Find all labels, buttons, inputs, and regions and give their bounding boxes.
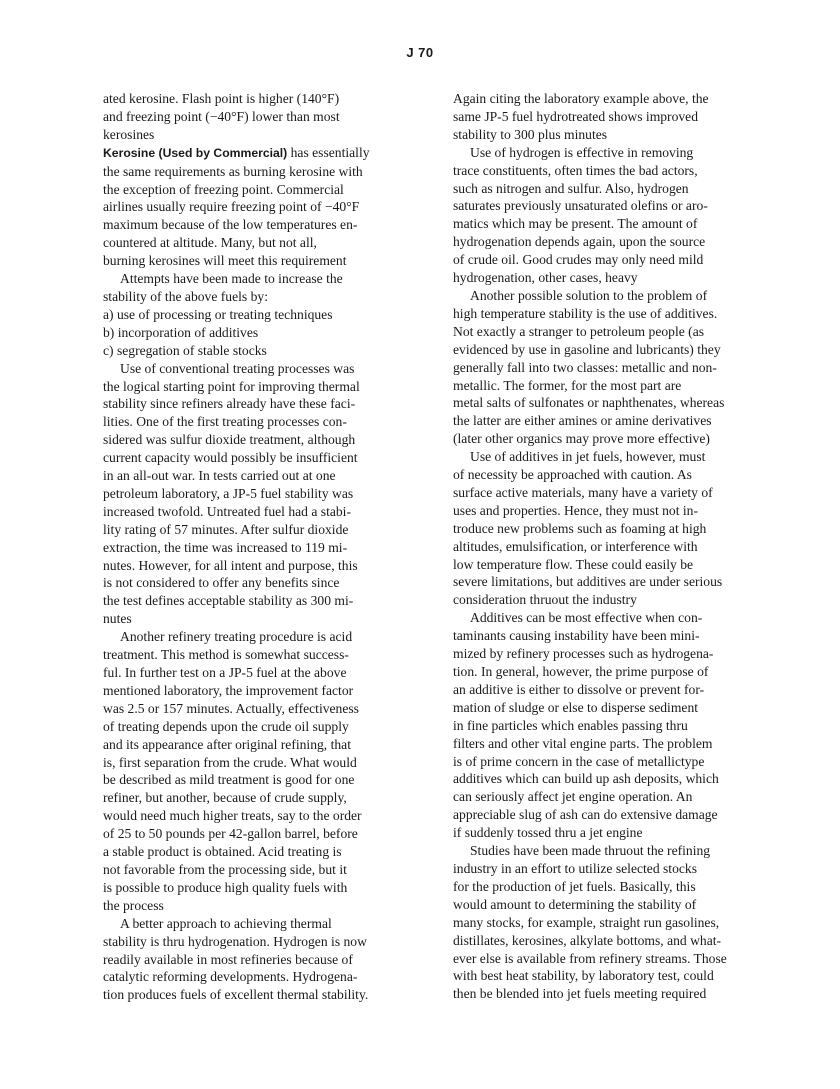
text-line: troduce new problems such as foaming at high (453, 520, 707, 536)
text-line: uses and properties. Hence, they must not in- (453, 502, 699, 518)
text-line: Not exactly a stranger to petroleum people (as (453, 323, 705, 339)
text-line: petroleum laboratory, a JP-5 fuel stability was (103, 485, 354, 501)
text-line: readily available in most refineries because of (103, 951, 353, 967)
text-line: refiner, but another, because of crude supply, (103, 790, 347, 806)
text-line: Attempts have been made to increase the (120, 271, 343, 287)
text-line: the latter are either amines or amine derivatives (453, 413, 712, 429)
text-line: nutes (103, 611, 132, 627)
list-item: a) use of processing or treating techniques (103, 306, 333, 322)
text-line: taminants causing instability have been mini- (453, 628, 700, 644)
text-line: sidered was sulfur dioxide treatment, although (103, 432, 356, 448)
text-line: of crude oil. Good crudes may only need mild (453, 252, 704, 268)
text-line: then be blended into jet fuels meeting required (453, 986, 707, 1002)
text-line: generally fall into two classes: metallic and non- (453, 359, 717, 375)
left-text-column (103, 90, 413, 1004)
text-line: burning kerosines will meet this requirement (103, 253, 347, 269)
text-line: of necessity be approached with caution. As (453, 467, 692, 483)
text-line: is possible to produce high quality fuels with (103, 879, 348, 895)
text-line: metal salts of sulfonates or naphthenates, whereas (453, 395, 725, 411)
text-line: stability to 300 plus minutes (453, 126, 608, 142)
text-line: is of prime concern in the case of metallictype (453, 753, 705, 769)
text-line: Another refinery treating procedure is acid (120, 629, 353, 645)
text-line: surface active materials, many have a variety of (453, 484, 713, 500)
text-line: in fine particles which enables passing thru (453, 717, 688, 733)
text-line: the process (103, 897, 164, 913)
text-line: tion produces fuels of excellent thermal stability. (103, 987, 369, 1003)
text-line: severe limitations, but additives are under serious (453, 574, 723, 590)
text-line: high temperature stability is the use of additives. (453, 305, 718, 321)
text-line: mentioned laboratory, the improvement factor (103, 682, 354, 698)
text-line: hydrogenation, other cases, heavy (453, 270, 638, 286)
text-line: with best heat stability, by laboratory test, could (453, 968, 714, 984)
text-line: Additives can be most effective when con- (470, 610, 703, 626)
right-text-column (453, 90, 763, 1003)
text-line: distillates, kerosines, alkylate bottoms, and what- (453, 932, 722, 948)
commercial-kerosine-heading: Kerosine (Used by Commercial) (103, 145, 288, 160)
text-line: filters and other vital engine parts. The problem (453, 735, 713, 751)
text-line: the test defines acceptable stability as 300 mi- (103, 593, 354, 609)
text-fragment: has essentially (287, 144, 370, 160)
text-line: many stocks, for example, straight run gasolines, (453, 914, 720, 930)
text-line: would need much higher treats, say to the order (103, 808, 362, 824)
text-line: for the production of jet fuels. Basically, this (453, 878, 696, 894)
text-line: ful. In further test on a JP-5 fuel at the above (103, 665, 347, 680)
text-line: industry in an effort to utilize selected stocks (453, 860, 697, 876)
text-line: hydrogenation depends again, upon the source (453, 234, 706, 250)
text-line: low temperature flow. These could easily be (453, 556, 694, 572)
list-item: c) segregation of stable stocks (103, 342, 267, 358)
text-line: tion. In general, however, the prime purpose of (453, 664, 709, 679)
text-line: kerosines (103, 126, 155, 142)
text-line: matics which may be present. The amount of (453, 216, 698, 232)
text-line: lity rating of 57 minutes. After sulfur dioxide (103, 521, 349, 537)
text-line: stability since refiners already have these faci- (103, 396, 356, 412)
text-line: extraction, the time was increased to 119 mi- (103, 539, 348, 555)
text-line: such as nitrogen and sulfur. Also, hydrogen (453, 180, 689, 196)
text-line: altitudes, emulsification, or interference with (453, 538, 698, 554)
text-line: treatment. This method is somewhat success- (103, 647, 349, 663)
page-number-header: J 70 (406, 45, 434, 60)
text-line: mation of sludge or else to disperse sediment (453, 699, 699, 715)
text-line: Use of conventional treating processes was (120, 360, 355, 376)
text-line: ever else is available from refinery streams. Those (453, 950, 727, 966)
text-line: is, first separation from the crude. What would (103, 754, 357, 770)
text-line: the logical starting point for improving thermal (103, 378, 360, 394)
text-line: increased twofold. Untreated fuel had a stabi- (103, 503, 351, 519)
text-line: countered at altitude. Many, but not all, (103, 235, 317, 251)
text-line: the exception of freezing point. Commercial (103, 181, 344, 197)
text-line: Studies have been made thruout the refining (470, 843, 711, 859)
text-line: an additive is either to dissolve or prevent for- (453, 681, 705, 697)
text-line: Use of additives in jet fuels, however, must (470, 449, 706, 465)
text-line: appreciable slug of ash can do extensive damage (453, 807, 718, 823)
text-line: is not considered to offer any benefits since (103, 575, 340, 591)
text-line: saturates previously unsaturated olefins or aro- (453, 198, 708, 214)
text-line: and freezing point (−40°F) lower than most (103, 108, 340, 124)
text-line: airlines usually require freezing point of −40°F (103, 199, 360, 215)
text-line: current capacity would possibly be insufficient (103, 450, 358, 466)
text-line: can seriously affect jet engine operation. An (453, 789, 693, 805)
text-line: stability is thru hydrogenation. Hydrogen is now (103, 933, 367, 949)
text-line: mized by refinery processes such as hydrogena- (453, 646, 714, 662)
commercial-kerosine-line (103, 144, 413, 163)
text-line: Another possible solution to the problem of (470, 287, 708, 303)
text-line: consideration thruout the industry (453, 592, 637, 608)
text-line: if suddenly tossed thru a jet engine (453, 825, 643, 841)
text-line: nutes. However, for all intent and purpose, this (103, 557, 358, 573)
text-line: metallic. The former, for the most part are (453, 377, 682, 393)
text-line: catalytic reforming developments. Hydrogena- (103, 969, 358, 985)
text-line: ated kerosine. Flash point is higher (140°F) (103, 91, 340, 106)
text-line: maximum because of the low temperatures en- (103, 217, 358, 233)
text-line: was 2.5 or 157 minutes. Actually, effectiveness (103, 700, 359, 716)
text-line: additives which can build up ash deposits, which (453, 771, 719, 787)
text-line: a stable product is obtained. Acid treating is (103, 844, 342, 860)
text-line: of treating depends upon the crude oil supply (103, 718, 349, 734)
text-line: A better approach to achieving thermal (120, 915, 332, 931)
text-line: not favorable from the processing side, but it (103, 861, 347, 877)
text-line: stability of the above fuels by: (103, 288, 268, 304)
text-line: the same requirements as burning kerosine with (103, 163, 363, 179)
text-line: Again citing the laboratory example above, the (453, 91, 709, 106)
text-line: same JP-5 fuel hydrotreated shows improved (453, 108, 699, 124)
text-line: trace constituents, often times the bad actors, (453, 162, 698, 178)
text-line: (later other organics may prove more effective) (453, 431, 710, 447)
text-line: evidenced by use in gasoline and lubricants) they (453, 341, 721, 357)
text-line: lities. One of the first treating processes con- (103, 414, 347, 430)
text-line: would amount to determining the stability of (453, 896, 697, 912)
text-line: in an all-out war. In tests carried out at one (103, 468, 336, 484)
text-line: Use of hydrogen is effective in removing (470, 144, 694, 160)
list-item: b) incorporation of additives (103, 324, 259, 340)
text-line: and its appearance after original refining, that (103, 736, 351, 752)
text-line: be described as mild treatment is good for one (103, 772, 355, 788)
text-line: of 25 to 50 pounds per 42-gallon barrel, before (103, 826, 358, 842)
